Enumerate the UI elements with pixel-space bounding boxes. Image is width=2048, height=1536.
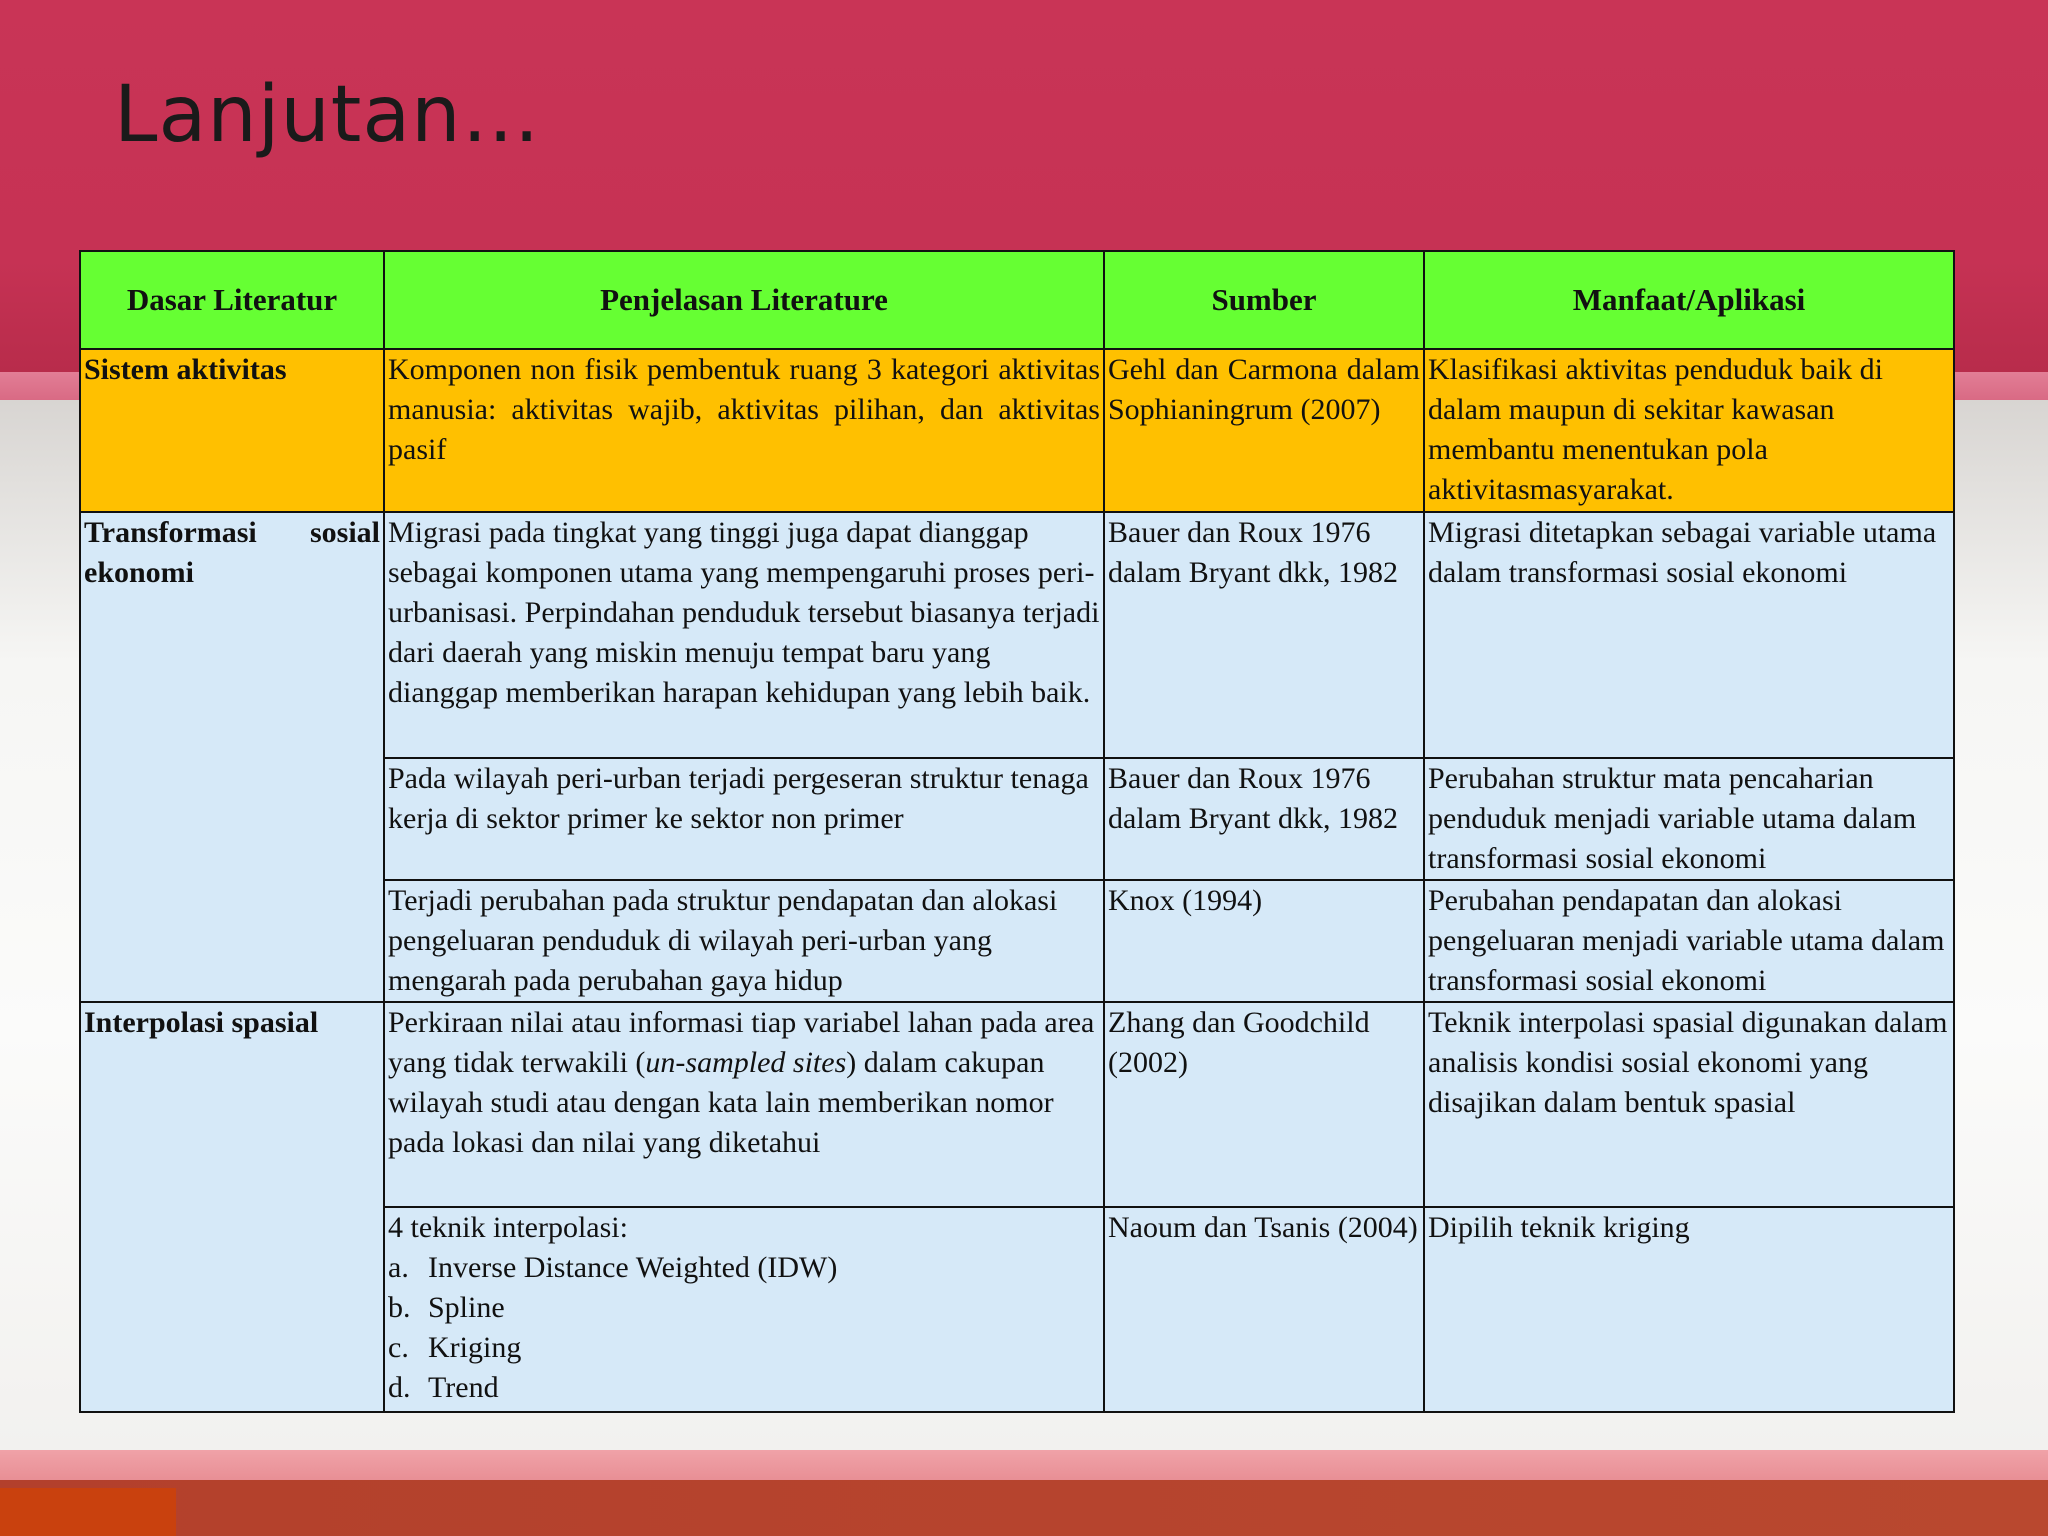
row-manfaat-cell: Dipilih teknik kriging <box>1424 1207 1954 1412</box>
row-penjelasan-cell <box>384 1002 1104 1207</box>
slide-footer-stripe <box>0 1450 2048 1480</box>
list-marker: c. <box>388 1331 409 1364</box>
literature-table <box>79 250 1955 1413</box>
slide-footer-corner-block <box>0 1488 176 1536</box>
table-row <box>80 1002 1954 1207</box>
row-penjelasan-cell: Pada wilayah peri-urban terjadi pergeseran struktur tenaga kerja di sektor primer ke sektor non primer <box>384 758 1104 880</box>
list-marker: d. <box>388 1371 411 1404</box>
row-sumber-cell: Bauer dan Roux 1976 dalam Bryant dkk, 1982 <box>1104 512 1424 758</box>
row-dasar-cell: Interpolasi spasial <box>80 1002 384 1412</box>
row-penjelasan-cell: Terjadi perubahan pada struktur pendapatan dan alokasi pengeluaran penduduk di wilayah peri-urban yang mengarah pada perubahan gaya hidup <box>384 880 1104 1002</box>
row-penjelasan-cell <box>384 1207 1104 1412</box>
list-item <box>388 1288 1100 1328</box>
table-row <box>80 512 1954 758</box>
row-sumber-cell: Naoum dan Tsanis (2004) <box>1104 1207 1424 1412</box>
slide-footer-background <box>0 1480 2048 1536</box>
row-penjelasan-cell: Komponen non fisik pembentuk ruang 3 kategori aktivitas manusia: aktivitas wajib, aktivitas pilihan, dan aktivitas pasif <box>384 349 1104 512</box>
row-sumber-cell: Bauer dan Roux 1976 dalam Bryant dkk, 1982 <box>1104 758 1424 880</box>
penjelasan-text-a: Perkiraan nilai atau informasi tiap variabel lahan pada area yang tidak terwakili ( <box>388 1006 1095 1079</box>
list-item-text: Trend <box>428 1371 499 1404</box>
row-manfaat-cell: Teknik interpolasi spasial digunakan dalam analisis kondisi sosial ekonomi yang disajikan dalam bentuk spasial <box>1424 1002 1954 1207</box>
row-dasar-cell: Transformasi sosial ekonomi <box>80 512 384 1002</box>
row-manfaat-cell: Migrasi ditetapkan sebagai variable utama dalam transformasi sosial ekonomi <box>1424 512 1954 758</box>
list-item <box>388 1328 1100 1368</box>
penjelasan-italic-term: un-sampled sites <box>645 1046 847 1079</box>
slide-title: Lanjutan… <box>114 70 541 160</box>
list-item-text: Inverse Distance Weighted (IDW) <box>428 1251 838 1284</box>
list-item-text: Spline <box>428 1291 505 1324</box>
header-penjelasan-literature: Penjelasan Literature <box>384 251 1104 349</box>
penjelasan-text-b: ) dalam cakupan wilayah studi atau dengan kata lain memberikan nomor pada lokasi dan nilai yang diketahui <box>388 1046 1054 1159</box>
header-sumber: Sumber <box>1104 251 1424 349</box>
interpolation-list-intro: 4 teknik interpolasi: <box>388 1211 628 1244</box>
row-manfaat-cell: Klasifikasi aktivitas penduduk baik di dalam maupun di sekitar kawasan membantu menentukan pola aktivitasmasyarakat. <box>1424 349 1954 512</box>
row-dasar-cell: Sistem aktivitas <box>80 349 384 512</box>
list-item-text: Kriging <box>428 1331 522 1364</box>
list-marker: b. <box>388 1291 411 1324</box>
table-header-row <box>80 251 1954 349</box>
list-item <box>388 1368 1100 1408</box>
table-row <box>80 349 1954 512</box>
row-sumber-cell: Zhang dan Goodchild (2002) <box>1104 1002 1424 1207</box>
row-penjelasan-cell: Migrasi pada tingkat yang tinggi juga dapat dianggap sebagai komponen utama yang mempengaruhi proses peri-urbanisasi. Perpindahan penduduk tersebut biasanya terjadi dari daerah yang miskin menuju tempat baru yang dianggap memberikan harapan kehidupan yang lebih baik. <box>384 512 1104 758</box>
list-item <box>388 1248 1100 1288</box>
row-sumber-cell: Knox (1994) <box>1104 880 1424 1002</box>
row-sumber-cell: Gehl dan Carmona dalam Sophianingrum (2007) <box>1104 349 1424 512</box>
header-manfaat-aplikasi: Manfaat/Aplikasi <box>1424 251 1954 349</box>
row-manfaat-cell: Perubahan struktur mata pencaharian penduduk menjadi variable utama dalam transformasi sosial ekonomi <box>1424 758 1954 880</box>
list-marker: a. <box>388 1251 409 1284</box>
header-dasar-literatur: Dasar Literatur <box>80 251 384 349</box>
row-manfaat-cell: Perubahan pendapatan dan alokasi pengeluaran menjadi variable utama dalam transformasi sosial ekonomi <box>1424 880 1954 1002</box>
